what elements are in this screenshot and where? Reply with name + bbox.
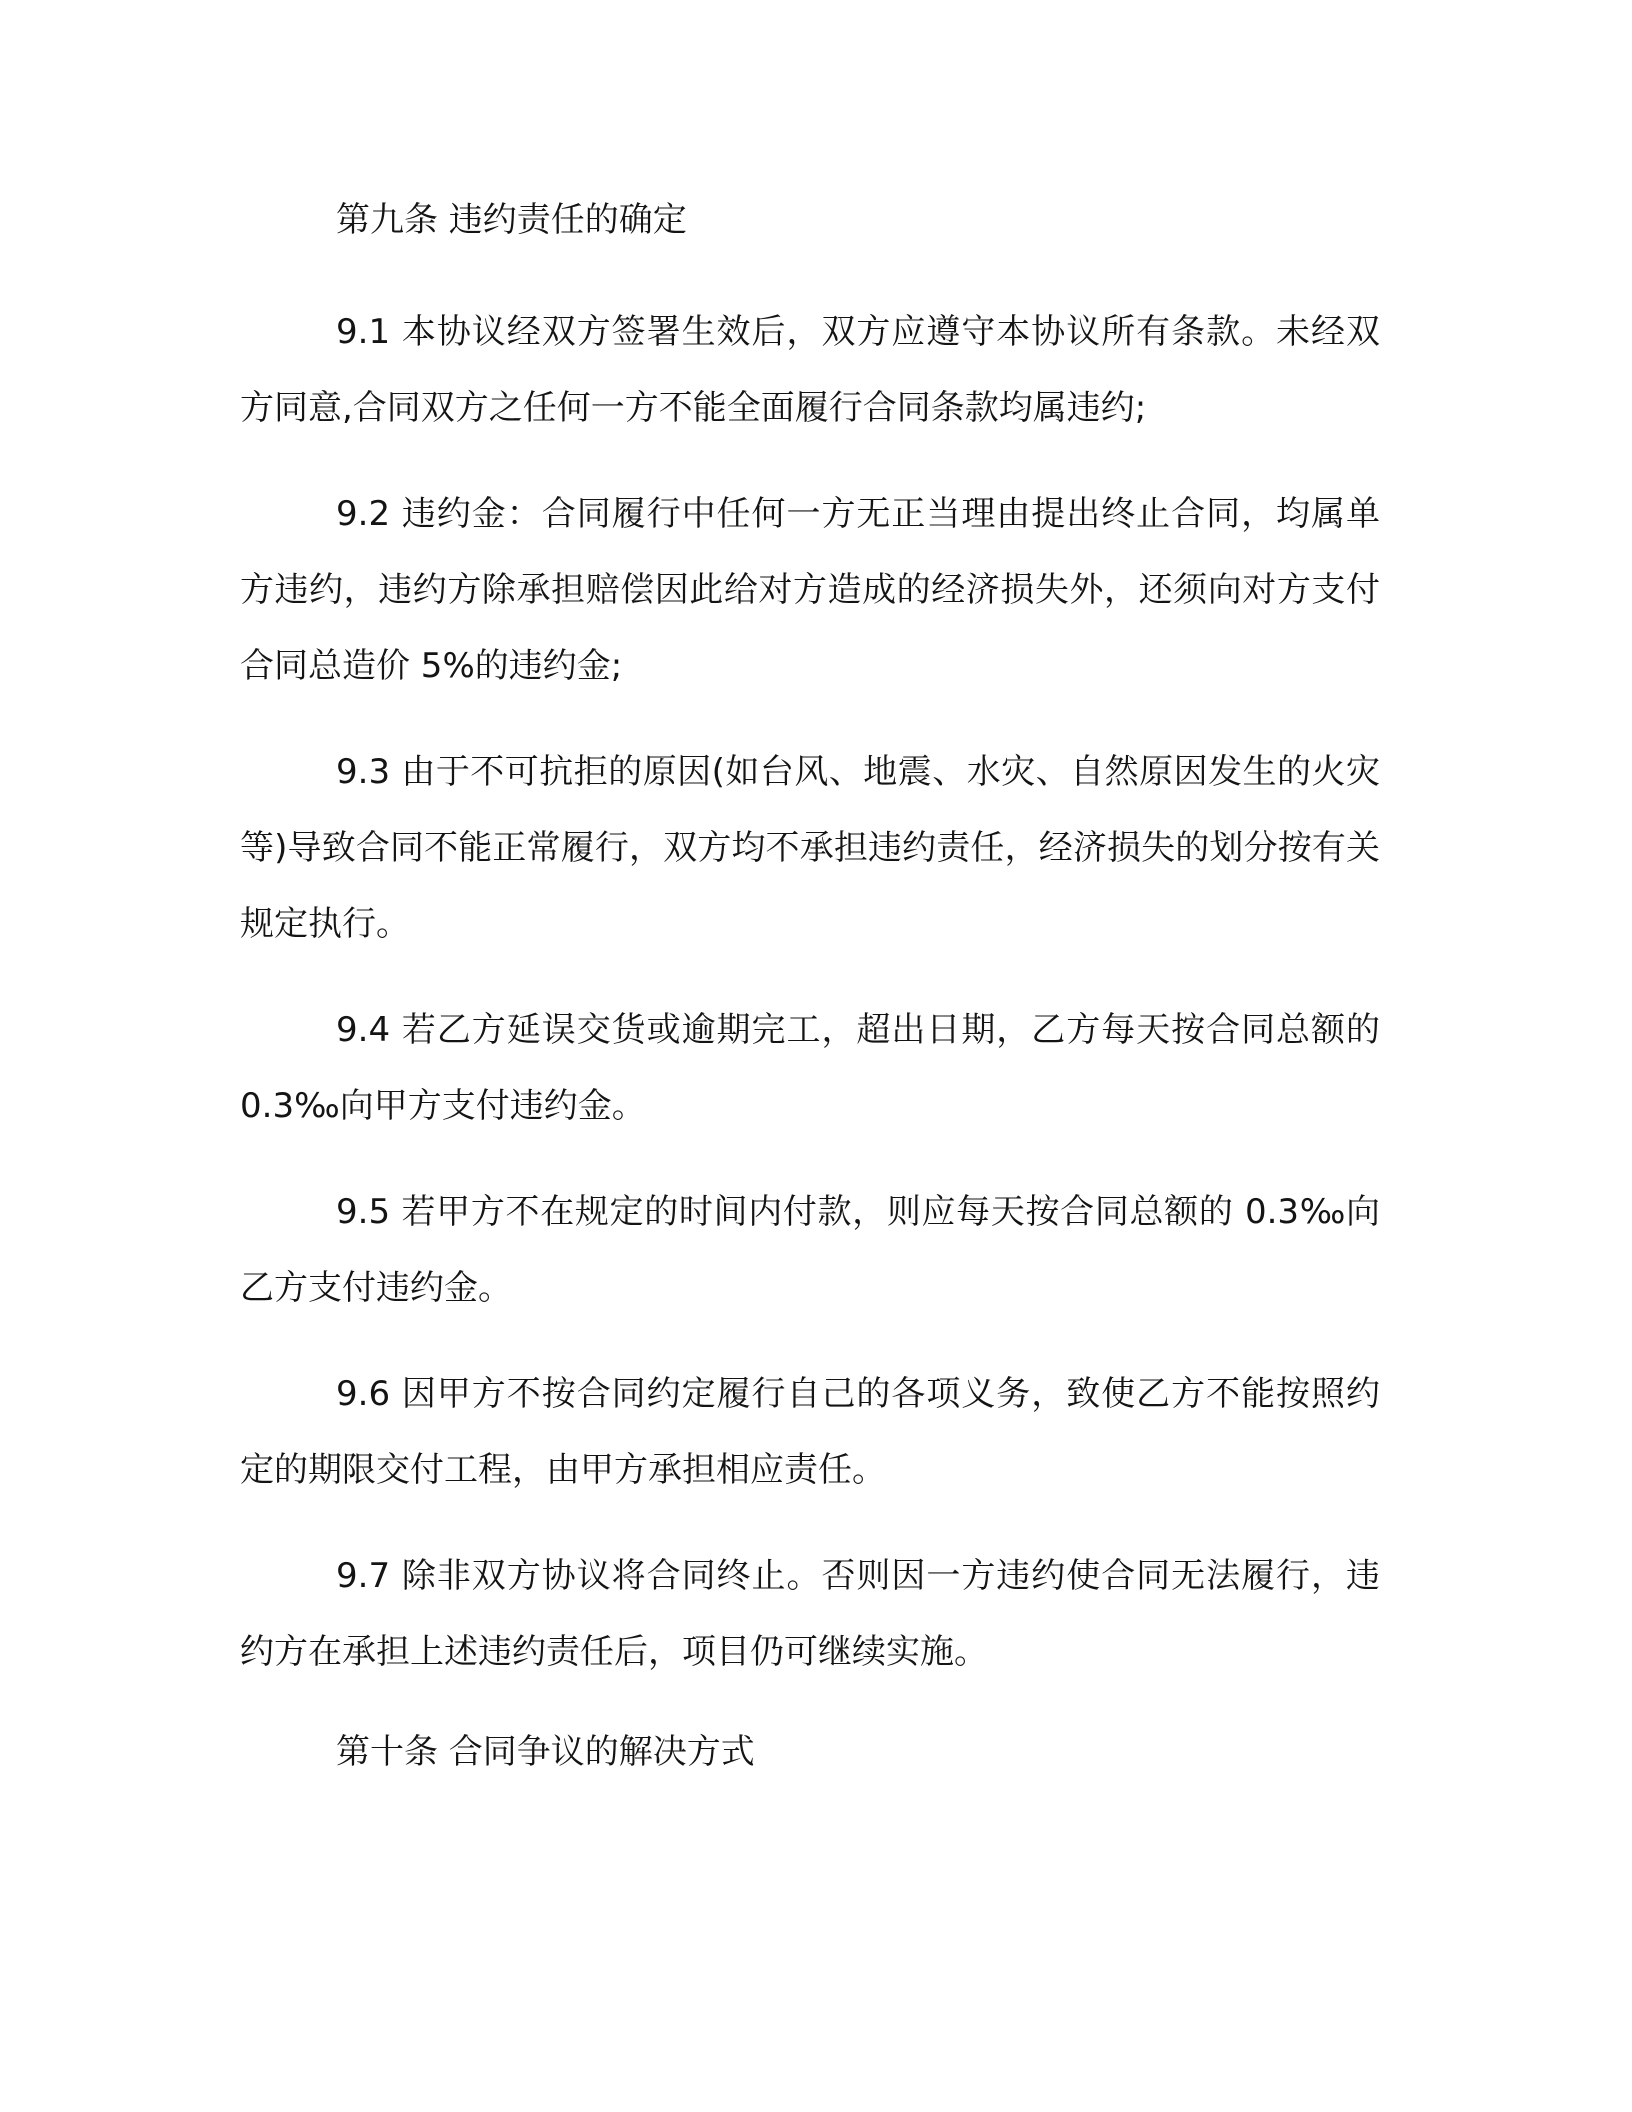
- document-body: [240, 188, 1380, 1826]
- clause-9-4: 9.4 若乙方延误交货或逾期完工，超出日期，乙方每天按合同总额的 0.3‰向甲方支付违约金。: [240, 1010, 1380, 1126]
- clause-9-1: 9.1 本协议经双方签署生效后，双方应遵守本协议所有条款。未经双方同意,合同双方之任何一方不能全面履行合同条款均属违约;: [240, 312, 1380, 428]
- article-10-heading: 第十条 合同争议的解决方式: [336, 1732, 755, 1772]
- article-9-heading: 第九条 违约责任的确定: [336, 200, 687, 240]
- clause-9-7: 9.7 除非双方协议将合同终止。否则因一方违约使合同无法履行，违约方在承担上述违约责任后，项目仍可继续实施。: [240, 1556, 1380, 1672]
- clause-9-3: 9.3 由于不可抗拒的原因(如台风、地震、水灾、自然原因发生的火灾等)导致合同不能正常履行，双方均不承担违约责任，经济损失的划分按有关规定执行。: [240, 752, 1380, 944]
- clause-9-2: 9.2 违约金：合同履行中任何一方无正当理由提出终止合同，均属单方违约，违约方除承担赔偿因此给对方造成的经济损失外，还须向对方支付合同总造价 5%的违约金;: [240, 494, 1380, 686]
- clause-9-5: 9.5 若甲方不在规定的时间内付款，则应每天按合同总额的 0.3‰向乙方支付违约金。: [240, 1192, 1380, 1308]
- clause-9-6: 9.6 因甲方不按合同约定履行自己的各项义务，致使乙方不能按照约定的期限交付工程，由甲方承担相应责任。: [240, 1374, 1380, 1490]
